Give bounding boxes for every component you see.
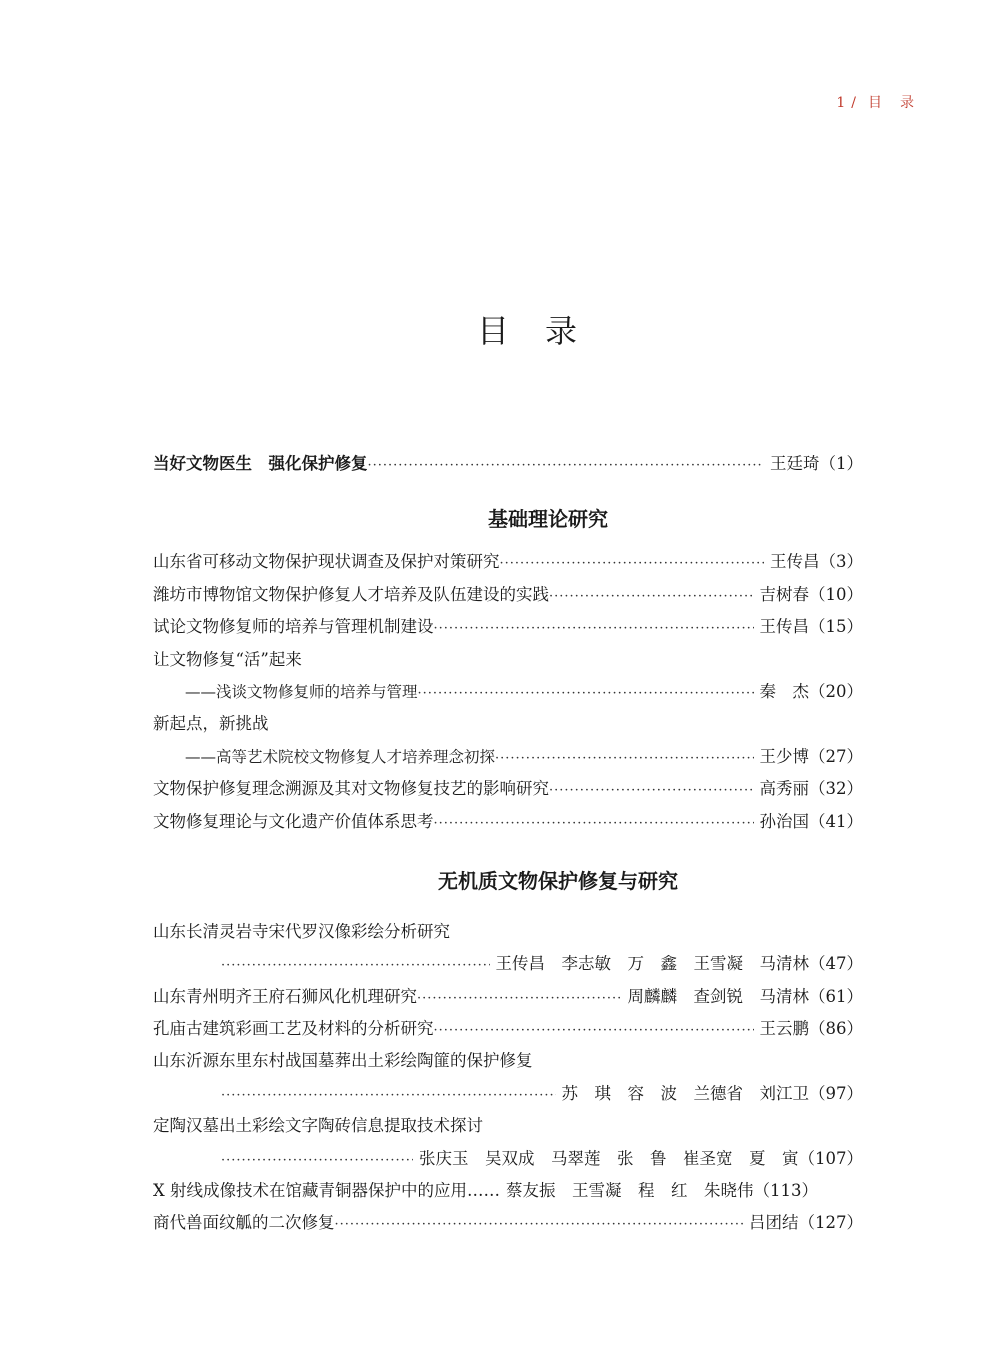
entry-author: 王传昌 [770, 552, 820, 572]
entry-title: 孔庙古建筑彩画工艺及材料的分析研究 [153, 1019, 434, 1039]
entry-author: 苏 琪 容 波 兰德省 刘江卫 [561, 1083, 809, 1103]
leader-dots [221, 1145, 413, 1177]
entry-title: 商代兽面纹觚的二次修复 [153, 1213, 335, 1233]
entry-page: （97） [809, 1083, 863, 1103]
leader-dots [549, 581, 754, 613]
entry-page: （15） [809, 617, 863, 637]
entry-page: （61） [809, 986, 863, 1006]
page-title: 目录 [476, 312, 613, 350]
toc-entry[interactable] [153, 1013, 863, 1045]
section-heading: 基础理论研究 [488, 507, 608, 532]
toc-entry[interactable] [153, 1207, 863, 1239]
header-label: 目 录 [868, 95, 916, 111]
entry-author: 周麟麟 查剑锐 马清林 [627, 986, 809, 1006]
entry-page: （3） [819, 552, 863, 572]
entry-author: 王传昌 李志敏 万 鑫 王雪凝 马清林 [495, 954, 809, 974]
toc-entry-title-line[interactable] [153, 916, 863, 948]
entry-page: （27） [809, 746, 863, 766]
entry-page: （41） [809, 811, 863, 831]
toc-entry[interactable] [153, 806, 863, 838]
entry-author: 王云鹏 [759, 1019, 809, 1039]
toc-entry-intro[interactable] [153, 448, 863, 480]
header-separator: / [851, 95, 858, 111]
entry-author: 王传昌 [759, 617, 809, 637]
entry-author: 吕团结 [749, 1213, 799, 1233]
entry-page: （32） [809, 779, 863, 799]
leader-dots [417, 983, 622, 1015]
entry-page: （10） [809, 584, 863, 604]
toc-entry-title-line[interactable] [153, 1045, 863, 1077]
entry-title: 文物修复理论与文化遗产价值体系思考 [153, 811, 434, 831]
running-head [836, 92, 916, 112]
entry-page: （47） [809, 954, 863, 974]
entry-title: 定陶汉墓出土彩绘文字陶砖信息提取技术探讨 [153, 1116, 483, 1136]
entry-page: （127） [798, 1213, 863, 1233]
toc-entry[interactable] [153, 773, 863, 805]
entry-title: 山东青州明齐王府石狮风化机理研究 [153, 986, 417, 1006]
toc-entry-title-line[interactable] [153, 708, 863, 740]
entry-page: （107） [798, 1148, 863, 1168]
entry-author: 秦 杰 [759, 681, 809, 701]
entry-page: （86） [809, 1019, 863, 1039]
entry-title: 试论文物修复师的培养与管理机制建设 [153, 617, 434, 637]
entry-author: 高秀丽 [759, 779, 809, 799]
entry-title: 让文物修复“活”起来 [153, 649, 302, 669]
entry-title: X 射线成像技术在馆藏青铜器保护中的应用…… [153, 1181, 500, 1201]
toc-entry[interactable] [153, 546, 863, 578]
entry-title: 山东省可移动文物保护现状调查及保护对策研究 [153, 552, 500, 572]
leader-dots [368, 450, 765, 482]
leader-dots [500, 548, 765, 580]
header-page-number: 1 [836, 95, 848, 111]
leader-dots [221, 950, 490, 982]
entry-subtitle: ——高等艺术院校文物修复人才培养理念初探 [185, 747, 496, 766]
entry-author: 张庆玉 吴双成 马翠莲 张 鲁 崔圣宽 夏 寅 [419, 1148, 799, 1168]
entry-author: 王少博 [759, 746, 809, 766]
entry-subtitle: ——浅谈文物修复师的培养与管理 [185, 682, 418, 701]
toc-entry-title-line[interactable] [153, 644, 863, 676]
toc-entry-subtitle-line[interactable] [153, 676, 863, 708]
leader-dots [335, 1209, 744, 1241]
entry-page: （1） [819, 454, 863, 473]
toc-entry[interactable] [153, 1175, 863, 1207]
entry-title: 潍坊市博物馆文物保护修复人才培养及队伍建设的实践 [153, 584, 549, 604]
entry-author: 吉树春 [759, 584, 809, 604]
leader-dots [221, 1080, 556, 1112]
leader-dots [434, 808, 754, 840]
entry-author: 蔡友振 王雪凝 程 红 朱晓伟 [506, 1181, 754, 1201]
toc-entry-author-line[interactable] [153, 1078, 863, 1110]
leader-dots [434, 613, 754, 645]
entry-title: 山东沂源东里东村战国墓葬出土彩绘陶篚的保护修复 [153, 1051, 533, 1071]
entry-title: 当好文物医生 强化保护修复 [153, 454, 368, 473]
entry-title: 文物保护修复理念溯源及其对文物修复技艺的影响研究 [153, 779, 549, 799]
entry-title: 山东长清灵岩寺宋代罗汉像彩绘分析研究 [153, 921, 450, 941]
leader-dots [418, 678, 754, 710]
section-heading: 无机质文物保护修复与研究 [438, 868, 678, 893]
entry-author: 孙治国 [759, 811, 809, 831]
toc-entry[interactable] [153, 981, 863, 1013]
toc-entry-author-line[interactable] [153, 1143, 863, 1175]
table-of-contents [153, 448, 863, 1240]
entry-title: 新起点，新挑战 [153, 714, 269, 734]
leader-dots [549, 775, 754, 807]
leader-dots [434, 1015, 754, 1047]
toc-entry-author-line[interactable] [153, 948, 863, 980]
toc-entry[interactable] [153, 611, 863, 643]
toc-entry[interactable] [153, 579, 863, 611]
entry-page: （113） [753, 1181, 818, 1201]
leader-dots [495, 743, 753, 775]
entry-author: 王廷琦 [770, 454, 820, 473]
entry-page: （20） [809, 681, 863, 701]
toc-entry-title-line[interactable] [153, 1110, 863, 1142]
toc-entry-subtitle-line[interactable] [153, 741, 863, 773]
